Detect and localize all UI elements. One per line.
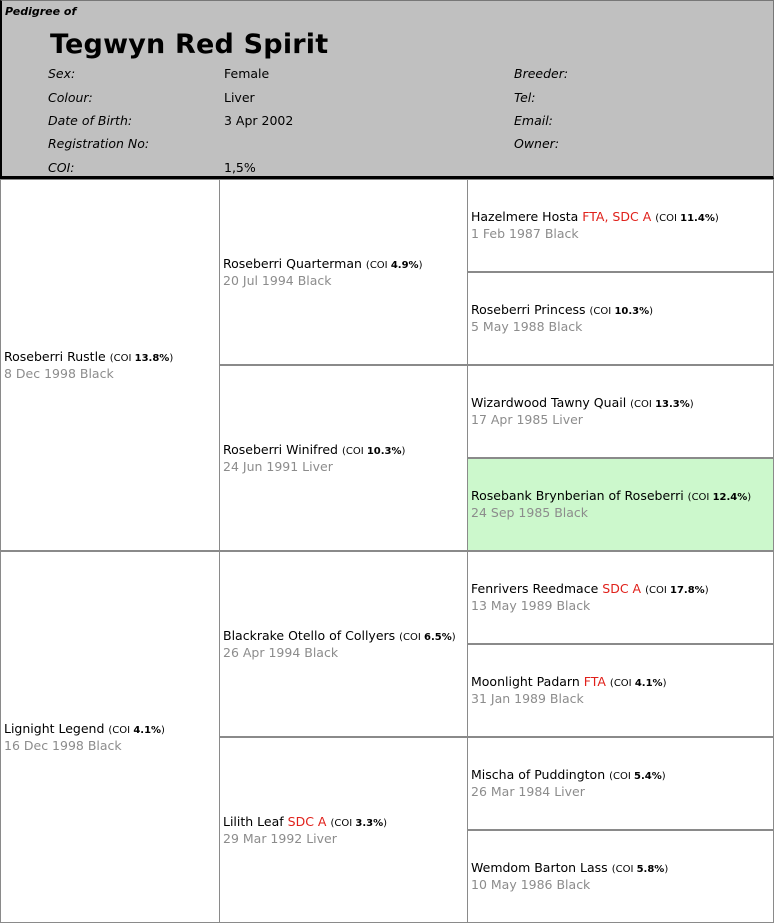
pedigree-cell-ddd [467,830,774,923]
dog-details: 1 Feb 1987 Black [471,226,579,241]
coi-percent: 4.1% [634,678,663,689]
dog-name[interactable]: Roseberri Rustle [4,348,106,364]
sex-value: Female [224,66,270,81]
coi-prefix: (COI [109,352,132,364]
coi-badge [399,632,456,643]
coi-percent: 17.8% [669,585,705,596]
dog-details: 24 Jun 1991 Liver [223,458,333,474]
coi-percent: 5.8% [636,864,665,875]
coi-percent: 12.4% [712,492,748,503]
dog-entry [223,814,467,831]
coi-badge [110,353,174,364]
coi-suffix: ) [689,399,694,410]
dog-name[interactable]: Rosebank Brynberian of Roseberri [471,488,684,503]
pedigree-cell-ss [219,179,468,365]
pedigree-cell-sd [219,365,468,551]
pedigree-cell-dss [467,551,774,644]
coi-suffix: ) [383,817,388,829]
coi-prefix: (COI [630,399,652,410]
dog-entry [223,442,467,459]
coi-badge [609,771,666,782]
dog-details: 26 Mar 1984 Liver [471,784,585,799]
coi-percent: 13.3% [655,399,690,410]
coi-prefix: (COI [645,585,667,596]
coi-label: COI: [48,160,75,175]
dog-name[interactable]: Fenrivers Reedmace [471,581,599,596]
pedigree-cell-dsd [467,644,774,737]
coi-prefix: (COI [108,724,131,736]
coi-prefix: (COI [609,771,631,782]
coi-prefix: (COI [589,306,612,317]
dog-title-awards: FTA, SDC A [582,209,652,224]
coi-percent: 5.4% [634,771,662,782]
registration-label: Registration No: [48,136,150,151]
dog-name[interactable]: Mischa of Puddington [471,767,606,782]
dog-details: 16 Dec 1998 Black [4,737,122,753]
dog-name[interactable]: Wizardwood Tawny Quail [471,395,627,410]
email-label: Email: [514,113,553,128]
dog-entry [471,302,773,319]
coi-value: 1,5% [224,160,256,175]
coi-suffix: ) [662,678,667,689]
pedigree-cell-sdd [467,458,774,551]
dog-details: 24 Sep 1985 Black [471,505,589,520]
dog-details: 26 Apr 1994 Black [223,644,339,660]
pedigree-cell-dds [467,737,774,830]
dog-details: 13 May 1989 Black [471,598,591,613]
dog-entry [4,349,219,366]
dog-details: 8 Dec 1998 Black [4,365,114,381]
coi-badge [366,260,423,271]
dog-entry [471,860,773,877]
coi-badge [688,492,752,503]
pedigree-cell-dd [219,737,468,923]
coi-prefix: (COI [365,259,388,271]
coi-prefix: (COI [609,678,632,689]
coi-suffix: ) [704,585,709,596]
coi-percent: 4.9% [390,259,419,271]
dog-name[interactable]: Blackrake Otello of Collyers [223,627,396,643]
dog-entry [471,488,773,505]
coi-suffix: ) [714,213,719,224]
coi-percent: 3.3% [355,817,384,829]
dog-name[interactable]: Roseberri Quarterman [223,255,362,271]
coi-prefix: (COI [399,631,421,643]
pedigree-header [0,0,774,179]
coi-suffix: ) [664,864,669,875]
coi-suffix: ) [169,352,174,364]
dog-details: 10 May 1986 Black [471,877,591,892]
coi-suffix: ) [747,492,752,503]
coi-suffix: ) [451,631,456,643]
colour-label: Colour: [48,90,93,105]
dob-label: Date of Birth: [48,113,133,128]
coi-badge [590,306,654,317]
breeder-label: Breeder: [514,66,569,81]
coi-percent: 4.1% [133,724,162,736]
dog-entry [223,628,467,645]
coi-badge [342,446,406,457]
dog-details: 31 Jan 1989 Black [471,691,584,706]
coi-suffix: ) [161,724,165,736]
dog-name[interactable]: Roseberri Princess [471,302,586,317]
dog-entry [471,581,773,598]
dog-name[interactable]: Hazelmere Hosta [471,209,579,224]
dog-entry [471,209,773,226]
coi-badge [655,213,719,224]
pedigree-cell-dam [0,551,220,923]
coi-suffix: ) [401,445,406,457]
dog-name[interactable]: Lignight Legend [4,720,105,736]
coi-prefix: (COI [655,213,677,224]
coi-badge [610,678,667,689]
dog-details: 17 Apr 1985 Liver [471,412,583,427]
dog-entry [223,256,467,273]
dob-value: 3 Apr 2002 [224,113,294,128]
dog-title-awards: SDC A [602,581,642,596]
coi-badge [108,725,165,736]
dog-name[interactable]: Roseberri Winifred [223,441,338,457]
coi-percent: 13.8% [134,352,170,364]
colour-value: Liver [224,90,255,105]
coi-prefix: (COI [330,817,353,829]
dog-details: 5 May 1988 Black [471,319,583,334]
coi-percent: 6.5% [424,631,452,643]
pedigree-cell-ssd [467,272,774,365]
dog-entry [471,395,773,412]
dog-name[interactable]: Lilith Leaf [223,813,284,829]
dog-name[interactable]: Moonlight Padarn [471,674,580,689]
dog-details: 20 Jul 1994 Black [223,272,332,288]
dog-entry [471,674,773,691]
pedigree-of-caption: Pedigree of [5,5,77,18]
pedigree-tree [0,179,774,923]
coi-prefix: (COI [687,492,710,503]
pedigree-cell-sds [467,365,774,458]
coi-percent: 11.4% [680,213,715,224]
coi-percent: 10.3% [614,306,650,317]
coi-badge [645,585,709,596]
coi-prefix: (COI [341,445,364,457]
coi-suffix: ) [649,306,654,317]
coi-prefix: (COI [611,864,634,875]
pedigree-cell-sire [0,179,220,551]
dog-entry [4,721,219,738]
owner-label: Owner: [514,136,560,151]
dog-title-awards: FTA [583,674,606,689]
sex-label: Sex: [48,66,76,81]
pedigree-cell-sss [467,179,774,272]
coi-badge [330,818,387,829]
pedigree-cell-ds [219,551,468,737]
coi-suffix: ) [661,771,666,782]
tel-label: Tel: [514,90,536,105]
coi-suffix: ) [418,259,423,271]
dog-name[interactable]: Wemdom Barton Lass [471,860,608,875]
dog-name-title: Tegwyn Red Spirit [50,29,329,60]
dog-details: 29 Mar 1992 Liver [223,830,337,846]
coi-badge [612,864,669,875]
dog-entry [471,767,773,784]
dog-title-awards: SDC A [287,813,327,829]
coi-badge [630,399,694,410]
coi-percent: 10.3% [366,445,402,457]
